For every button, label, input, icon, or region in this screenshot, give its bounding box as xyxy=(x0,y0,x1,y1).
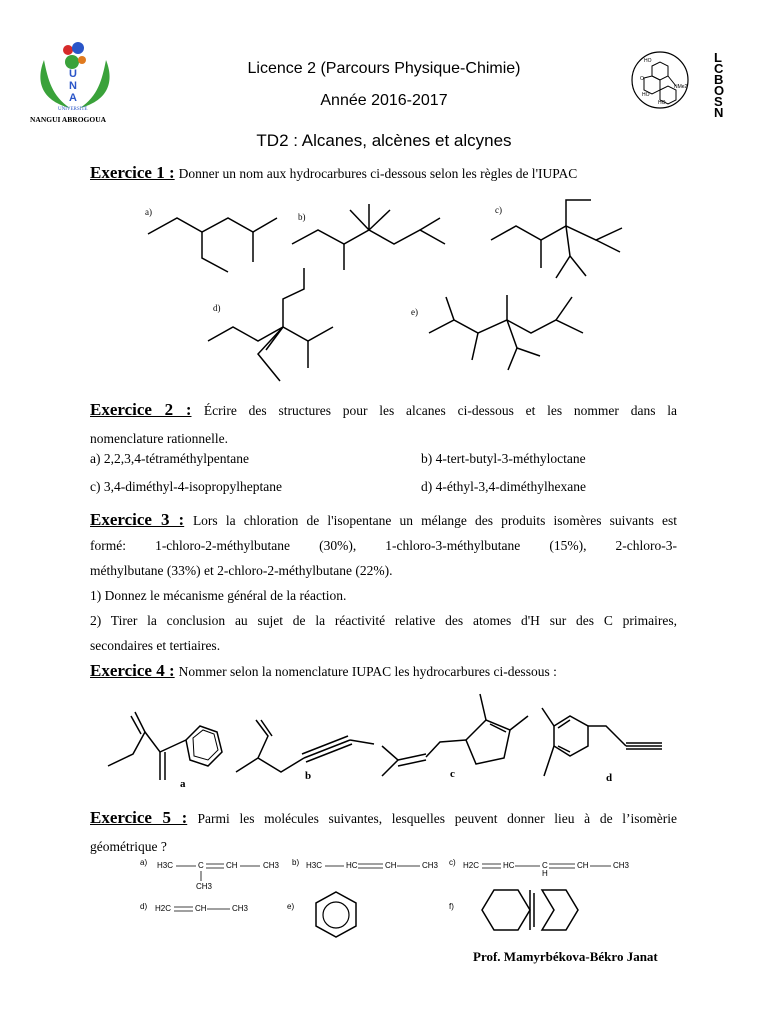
ex5-title: Exercice 5 : xyxy=(90,808,188,827)
ex5-b-hc: HC xyxy=(346,861,358,870)
ex4-label-d: d xyxy=(606,772,613,784)
ex5-d-ch: CH xyxy=(195,904,207,913)
ex5-d-ch3: CH3 xyxy=(232,904,249,913)
ex4-label-a: a xyxy=(180,778,186,790)
ex5-a-ch3: CH3 xyxy=(263,861,280,870)
university-name-small: UNIVERSITE xyxy=(58,107,88,112)
lab-atom-1: HO xyxy=(644,58,652,64)
logo-letter-n: N xyxy=(69,80,77,92)
ex5-d-h2c: H2C xyxy=(155,904,172,913)
ex5-a-ch: CH xyxy=(226,861,238,870)
ex5-label-e: e) xyxy=(287,902,295,911)
ex5-a-h3c: H3C xyxy=(157,861,174,870)
ex5-a-ch3-sub: CH3 xyxy=(196,882,213,891)
ex5-c-h2c: H2C xyxy=(463,861,480,870)
ex3-line-6: secondaires et tertiaires. xyxy=(90,638,221,653)
ex2-text-2: nomenclature rationnelle. xyxy=(90,431,228,446)
ex5-label-a: a) xyxy=(140,858,148,867)
lab-atom-4: HO xyxy=(658,100,666,106)
header-line-1: Licence 2 (Parcours Physique-Chimie) xyxy=(247,60,521,77)
ex3-line-3: méthylbutane (33%) et 2-chloro-2-méthylbutane (22%). xyxy=(90,563,393,578)
ex5-molecule-f xyxy=(482,890,530,930)
ex1-label-a: a) xyxy=(145,207,152,217)
ex5-label-f: f) xyxy=(449,902,454,911)
ex3-line-5: 2) Tirer la conclusion au sujet de la réactivité relative des atomes d'H sur des C primaires, xyxy=(90,613,677,628)
lab-atom-3: HO xyxy=(642,92,650,98)
ex4-label-c: c xyxy=(450,768,455,780)
td-title: TD2 : Alcanes, alcènes et alcynes xyxy=(256,131,512,150)
ex2-item-c: c) 3,4-diméthyl-4-isopropylheptane xyxy=(90,479,282,494)
ex3-title: Exercice 3 : xyxy=(90,510,185,529)
ex1-label-c: c) xyxy=(495,205,502,215)
ex4-label-b: b xyxy=(305,770,312,782)
ex5-label-b: b) xyxy=(292,858,300,867)
ex1-label-b: b) xyxy=(298,212,306,222)
ex5-text-2: géométrique ? xyxy=(90,839,167,854)
ex3-line-1: Lors la chloration de l'isopentane un mélange des produits isomères suivants est xyxy=(192,513,677,528)
ex5-c-hc: HC xyxy=(503,861,515,870)
ex5-text-1: Parmi les molécules suivantes, lesquelles peuvent donner lieu à de l’isomèrie xyxy=(197,811,677,826)
ex1-label-e: e) xyxy=(411,307,418,317)
ex2-item-d: d) 4-éthyl-3,4-diméthylhexane xyxy=(421,479,586,494)
ex2-title: Exercice 2 : xyxy=(90,400,192,419)
logo-letter-a: A xyxy=(69,92,77,104)
ex2-text-1: Écrire des structures pour les alcanes ci-dessous et les nommer dans la xyxy=(203,403,677,418)
ex5-c-ch: CH xyxy=(577,861,589,870)
ex3-line-2: formé: 1-chloro-2-méthylbutane (30%), 1-chloro-3-méthylbutane (15%), 2-chloro-3- xyxy=(90,538,677,553)
ex5-b-ch3: CH3 xyxy=(422,861,439,870)
ex2-item-a: a) 2,2,3,4-tétraméthylpentane xyxy=(90,451,249,466)
ex5-label-c: c) xyxy=(449,858,456,867)
ex5-molecule-e xyxy=(316,892,356,937)
ex5-a-c: C xyxy=(198,861,204,870)
ex4-title: Exercice 4 : xyxy=(90,661,175,680)
ex3-line-4: 1) Donnez le mécanisme général de la réaction. xyxy=(90,588,347,603)
logo-letter-u: U xyxy=(69,68,77,80)
ex1-text: Donner un nom aux hydrocarbures ci-dessous selon les règles de l'IUPAC xyxy=(178,166,578,181)
ex2-item-b: b) 4-tert-butyl-3-méthyloctane xyxy=(421,451,586,466)
lab-logo-text: LCBOSN xyxy=(714,50,725,120)
ex5-c-c: C xyxy=(542,861,548,870)
ex5-b-ch: CH xyxy=(385,861,397,870)
ex5-c-h: H xyxy=(542,869,548,878)
ex5-b-h3c: H3C xyxy=(306,861,323,870)
ex1-label-d: d) xyxy=(213,303,221,313)
header-line-2: Année 2016-2017 xyxy=(320,92,448,109)
university-full-name: NANGUI ABROGOUA xyxy=(30,115,107,124)
ex4-text: Nommer selon la nomenclature IUPAC les hydrocarbures ci-dessous : xyxy=(178,664,557,679)
ex5-c-ch3: CH3 xyxy=(613,861,630,870)
lab-atom-5: NMe2 xyxy=(674,84,688,90)
ex1-title: Exercice 1 : xyxy=(90,163,175,182)
footer-author: Prof. Mamyrbékova-Békro Janat xyxy=(473,949,658,964)
lab-atom-2: O xyxy=(640,76,644,82)
ex5-label-d: d) xyxy=(140,902,148,911)
